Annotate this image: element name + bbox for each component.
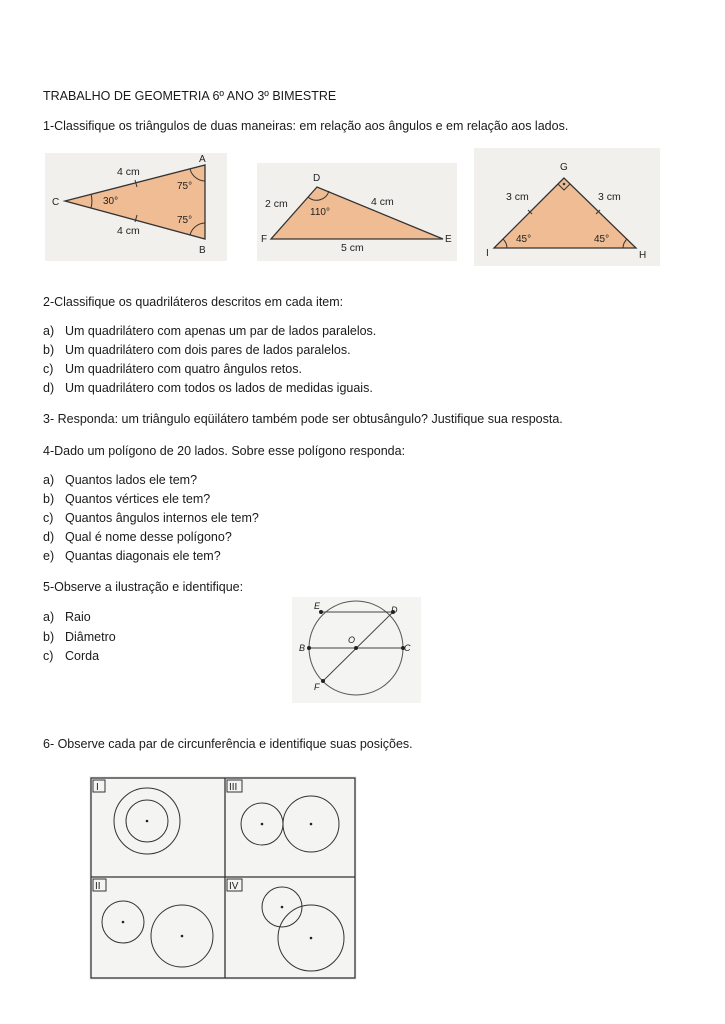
question-2-prompt: 2-Classifique os quadriláteros descritos em cada item:	[43, 295, 344, 309]
angle-label-d: 110°	[310, 207, 330, 218]
list-item: c) Um quadrilátero com quatro ângulos retos.	[43, 362, 302, 376]
page-title: TRABALHO DE GEOMETRIA 6º ANO 3º BIMESTRE	[43, 89, 337, 103]
side-label-right: 3 cm	[598, 191, 621, 203]
question-4-prompt: 4-Dado um polígono de 20 lados. Sobre esse polígono responda:	[43, 444, 406, 458]
panel-label-iii: III	[229, 782, 238, 793]
panel-label-i: I	[96, 782, 99, 793]
list-item: b) Um quadrilátero com dois pares de lados paralelos.	[43, 343, 351, 357]
question-3-prompt: 3- Responda: um triângulo eqüilátero também pode ser obtusângulo? Justifique sua resposta.	[43, 412, 563, 426]
question-6-prompt: 6- Observe cada par de circunferência e identifique suas posições.	[43, 737, 413, 751]
point-label-c: C	[404, 643, 411, 653]
triangle-def-figure	[257, 163, 457, 261]
side-label-bottom: 5 cm	[341, 242, 364, 254]
vertex-label-g: G	[560, 162, 568, 173]
triangle-abc-figure	[45, 153, 227, 261]
list-item: a) Raio	[43, 610, 91, 624]
vertex-label-f: F	[261, 234, 268, 245]
side-label-left: 3 cm	[506, 191, 529, 203]
vertex-label-h: H	[639, 250, 647, 261]
vertex-label-d: D	[313, 173, 321, 184]
point-label-e: E	[314, 601, 321, 611]
angle-label-b: 75°	[177, 215, 193, 226]
angle-label-h: 45°	[594, 234, 610, 245]
angle-label-i: 45°	[516, 234, 532, 245]
list-item: b) Quantos vértices ele tem?	[43, 492, 211, 506]
point-label-b: B	[299, 643, 306, 653]
list-item: c) Quantos ângulos internos ele tem?	[43, 511, 259, 525]
vertex-label-i: I	[486, 248, 489, 259]
side-label-left: 2 cm	[265, 198, 288, 210]
list-item: e) Quantas diagonais ele tem?	[43, 549, 221, 563]
circle-pairs-figure	[89, 776, 357, 980]
circle-figure	[292, 597, 421, 703]
panel-label-ii: II	[95, 881, 101, 892]
side-label-right: 4 cm	[371, 196, 394, 208]
list-item: a) Um quadrilátero com apenas um par de lados paralelos.	[43, 324, 377, 338]
triangle-ghi-figure	[474, 148, 660, 266]
vertex-label-b: B	[199, 245, 206, 256]
angle-label-c: 30°	[103, 196, 119, 207]
side-label-top: 4 cm	[117, 166, 140, 178]
vertex-label-c: C	[52, 197, 60, 208]
side-label-bottom: 4 cm	[117, 225, 140, 237]
list-item: d) Qual é nome desse polígono?	[43, 530, 232, 544]
list-item: d) Um quadrilátero com todos os lados de medidas iguais.	[43, 381, 373, 395]
panel-label-iv: IV	[229, 881, 239, 892]
list-item: b) Diâmetro	[43, 630, 116, 644]
point-label-d: D	[391, 605, 398, 615]
point-label-o: O	[348, 635, 356, 645]
question-5-prompt: 5-Observe a ilustração e identifique:	[43, 580, 244, 594]
vertex-label-a: A	[199, 154, 206, 165]
angle-label-a: 75°	[177, 181, 193, 192]
vertex-label-e: E	[445, 234, 452, 245]
list-item: c) Corda	[43, 649, 100, 663]
list-item: a) Quantos lados ele tem?	[43, 473, 198, 487]
question-1-prompt: 1-Classifique os triângulos de duas maneiras: em relação aos ângulos e em relação aos lados.	[43, 119, 569, 133]
point-label-f: F	[314, 682, 320, 692]
